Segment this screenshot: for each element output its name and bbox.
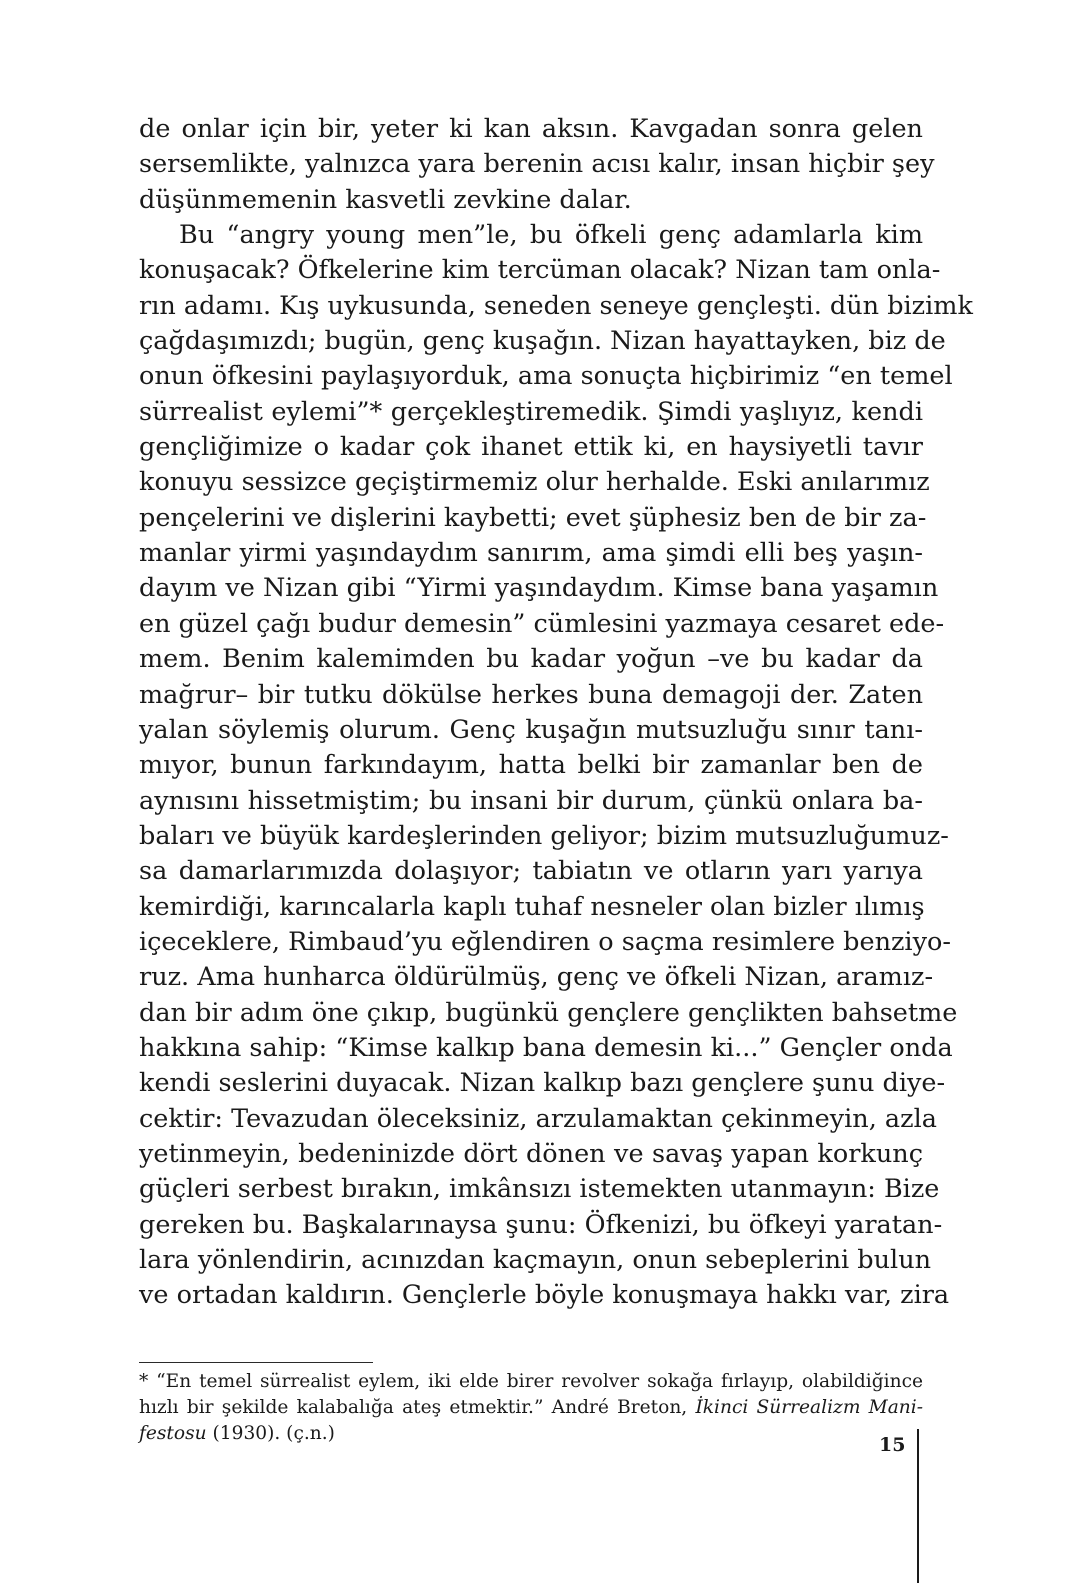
- footnote-divider: [139, 1362, 373, 1363]
- text-line: aynısını hissetmiştim; bu insani bir durum, çünkü onlara ba-: [139, 785, 923, 816]
- text-line: gereken bu. Başkalarınaysa şunu: Öfkenizi, bu öfkeyi yaratan-: [139, 1209, 943, 1240]
- text-line: rın adamı. Kış uykusunda, seneden seneye gençleşti. dün bizimk: [139, 290, 973, 321]
- footnote: [139, 1369, 923, 1447]
- text-line: hakkına sahip: “Kimse kalkıp bana demesin ki...” Gençler onda: [139, 1032, 953, 1063]
- margin-rule: [917, 1429, 919, 1583]
- text-line: pençelerini ve dişlerini kaybetti; evet şüphesiz ben de bir za-: [139, 502, 927, 533]
- text-line: dan bir adım öne çıkıp, bugünkü gençlere gençlikten bahsetme: [139, 997, 958, 1028]
- footnote-line: [139, 1395, 923, 1421]
- text-line: cektir: Tevazudan öleceksiniz, arzulamaktan çekinmeyin, azla: [139, 1103, 937, 1134]
- text-line: güçleri serbest bırakın, imkânsızı istemekten utanmayın: Bize: [139, 1174, 940, 1205]
- text-line: Bu “angry young men”le, bu öfkeli genç adamlarla kim: [179, 220, 923, 251]
- text-line: düşünmemenin kasvetli zevkine dalar.: [139, 184, 632, 215]
- text-line: mem. Benim kalemimden bu kadar yoğun –ve bu kadar da: [139, 644, 923, 675]
- footnote-text: (1930). (ç.n.): [206, 1423, 335, 1444]
- text-line: sa damarlarımızda dolaşıyor; tabiatın ve otların yarı yarıya: [139, 856, 923, 887]
- text-line: kendi seslerini duyacak. Nizan kalkıp bazı gençlere şunu diye-: [139, 1068, 946, 1099]
- text-line: mıyor, bunun farkındayım, hatta belki bir zamanlar ben de: [139, 750, 923, 781]
- text-line: konuşacak? Öfkelerine kim tercüman olacak? Nizan tam onla-: [139, 255, 941, 286]
- text-line: konuyu sessizce geçiştirmemiz olur herhalde. Eski anılarımız: [139, 467, 930, 498]
- text-line: yetinmeyin, bedeninizde dört dönen ve savaş yapan korkunç: [139, 1138, 923, 1169]
- text-line: ruz. Ama hunharca öldürülmüş, genç ve öfkeli Nizan, aramız-: [139, 962, 934, 993]
- text-line: en güzel çağı budur demesin” cümlesini yazmaya cesaret ede-: [139, 608, 945, 639]
- text-line: manlar yirmi yaşındaydım sanırım, ama şimdi elli beş yaşın-: [139, 538, 923, 569]
- text-line: lara yönlendirin, acınızdan kaçmayın, onun sebeplerini bulun: [139, 1245, 932, 1275]
- book-title-italic: festosu: [139, 1423, 207, 1444]
- text-line: içeceklere, Rimbaud’yu eğlendiren o saçma resimlere benziyo-: [139, 926, 951, 957]
- footnote-line: [139, 1421, 923, 1447]
- text-line: ve ortadan kaldırın. Gençlerle böyle konuşmaya hakkı var, zira: [139, 1280, 950, 1311]
- text-line: onun öfkesini paylaşıyorduk, ama sonuçta hiçbirimiz “en temel: [139, 361, 953, 392]
- footnote-line: * “En temel sürrealist eylem, iki elde birer revolver sokağa fırlayıp, olabildiğince: [139, 1371, 923, 1392]
- text-line: mağrur– bir tutku dökülse herkes buna demagoji der. Zaten: [139, 679, 923, 710]
- text-line: baları ve büyük kardeşlerinden geliyor; bizim mutsuzluğumuz-: [139, 820, 949, 851]
- body-text: [139, 112, 973, 1314]
- text-line: gençliğimize o kadar çok ihanet ettik ki, en haysiyetli tavır: [139, 432, 923, 463]
- footnote-text: hızlı bir şekilde kalabalığa ateş etmektir.” André Breton,: [139, 1397, 696, 1418]
- text-line: de onlar için bir, yeter ki kan aksın. Kavgadan sonra gelen: [139, 114, 923, 144]
- text-line: çağdaşımızdı; bugün, genç kuşağın. Nizan hayattayken, biz de: [139, 326, 946, 357]
- text-line: sersemlikte, yalnızca yara berenin acısı kalır, insan hiçbir şey: [139, 149, 935, 180]
- book-title-italic: İkinci Sürrealizm Mani-: [695, 1397, 923, 1418]
- text-line: dayım ve Nizan gibi “Yirmi yaşındaydım. Kimse bana yaşamın: [139, 573, 939, 604]
- text-line: sürrealist eylemi”* gerçekleştiremedik. Şimdi yaşlıyız, kendi: [139, 396, 923, 427]
- text-line: kemirdiği, karıncalarla kaplı tuhaf nesneler olan bizler ılımış: [139, 891, 925, 922]
- page-number: 15: [879, 1434, 906, 1456]
- text-line: yalan söylemiş olurum. Genç kuşağın mutsuzluğu sınır tanı-: [139, 714, 923, 745]
